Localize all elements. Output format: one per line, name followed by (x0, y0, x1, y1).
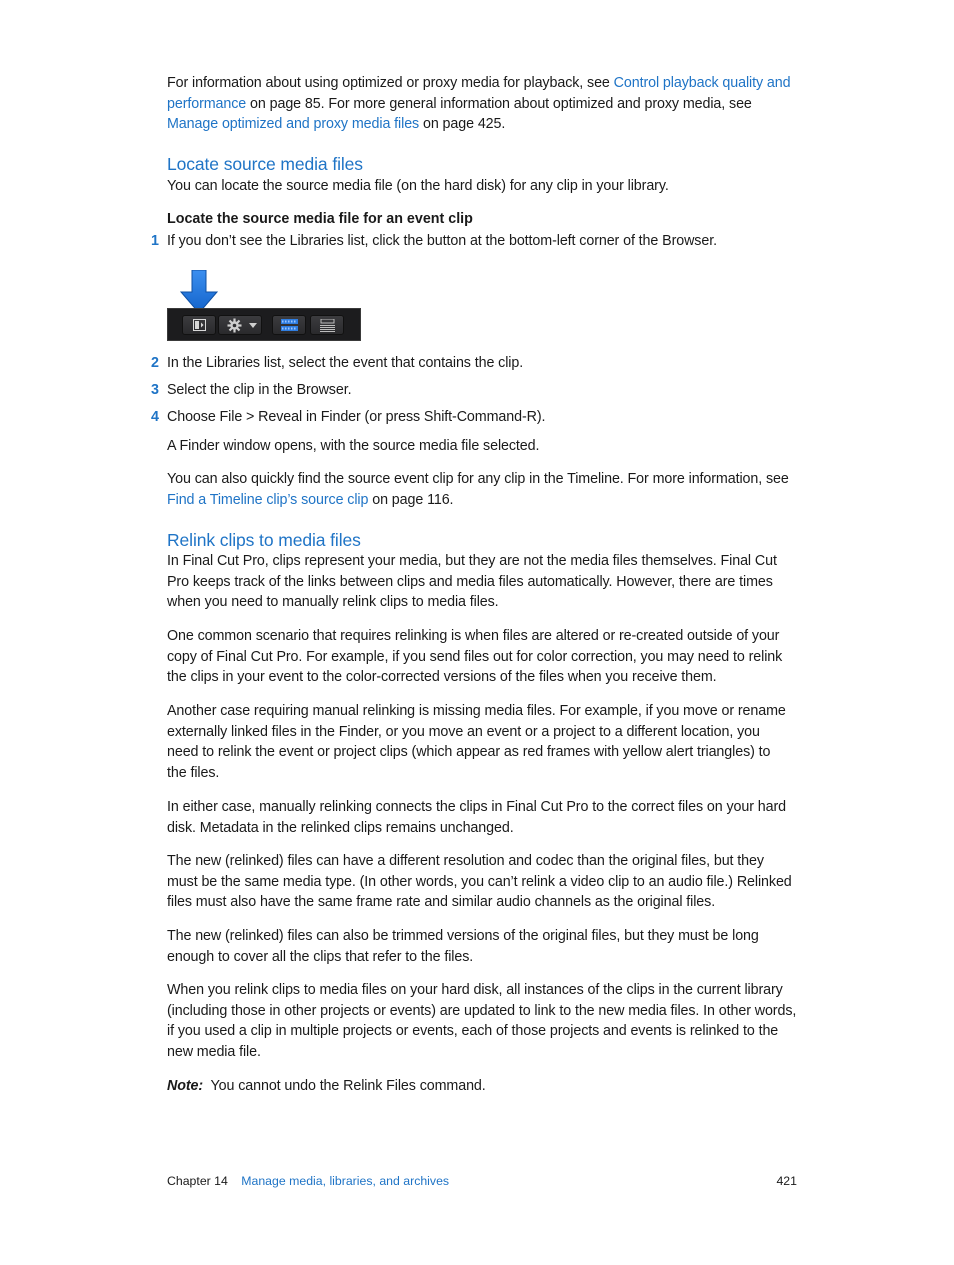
link-find-timeline-source[interactable]: Find a Timeline clip’s source clip (167, 491, 369, 508)
list-view-button[interactable] (310, 315, 344, 335)
relink-paragraph-7: When you relink clips to media files on your hard disk, all instances of the clips in the current library (including those in other projects or events) are updated to link to the new media files. In other words, if you used a clip in multiple projects or events, each of those projects and events is relinked to the new media file. (167, 982, 797, 1061)
intro-paragraph (167, 73, 802, 135)
footer-chapter-number: Chapter 14 (167, 1174, 228, 1188)
note-text: You cannot undo the Relink Files command. (203, 1078, 486, 1094)
list-view-icon (319, 319, 336, 332)
browser-toolbar-figure (167, 270, 361, 342)
libraries-toggle-icon (193, 319, 206, 331)
link-manage-optimized[interactable]: Manage optimized and proxy media files (167, 116, 420, 133)
relink-paragraph-4-wrap (167, 797, 792, 838)
relink-paragraph-1: In Final Cut Pro, clips represent your media, but they are not the media files themselves. Final Cut Pro keeps track of the links between clips and media files automatically. However, there are times when you need to manually relink clips to media files. (167, 553, 777, 611)
filmstrip-view-button[interactable] (272, 315, 306, 335)
step-text: In the Libraries list, select the event that contains the clip. (167, 355, 524, 371)
step-number: 2 (151, 355, 159, 371)
section-locate (167, 153, 807, 197)
relink-paragraph-6-wrap (167, 926, 797, 967)
intro-text-mid: on page 85. For more general information about optimized and proxy media, see (246, 95, 752, 112)
footer-chapter-title[interactable]: Manage media, libraries, and archives (241, 1174, 450, 1188)
also-text-after: on page 116. (368, 491, 454, 508)
task-title (167, 209, 807, 229)
browser-toolbar (167, 308, 361, 341)
section-relink (167, 529, 807, 613)
relink-paragraph-2-wrap (167, 626, 802, 688)
heading-relink-clips: Relink clips to media files (167, 530, 361, 550)
step-number: 1 (151, 233, 159, 249)
heading-locate-source: Locate source media files (167, 154, 363, 174)
chevron-down-icon (249, 323, 257, 329)
footer-chapter (167, 1172, 449, 1190)
also-paragraph (167, 469, 802, 510)
relink-paragraph-3: Another case requiring manual relinking is missing media files. For example, if you move or rename externally linked files in the Finder, or you move an event or a project to a different location, you need to relink the event or project clips (which appear as red frames with yellow alert triangles) to the files. (167, 703, 786, 782)
relink-paragraph-2: One common scenario that requires relinking is when files are altered or re-created outside of your copy of Final Cut Pro. For example, if you send files out for color correction, you may need to relink the clips in your event to the color-corrected versions of the files when you receive them. (167, 628, 783, 686)
step-text: If you don’t see the Libraries list, click the button at the bottom-left corner of the Browser. (167, 233, 717, 249)
step-text: Choose File > Reveal in Finder (or press Shift-Command-R). (167, 409, 546, 425)
relink-paragraph-5-wrap (167, 851, 797, 913)
task-locate-title: Locate the source media file for an event clip (167, 211, 473, 227)
filmstrip-view-icon (281, 319, 298, 332)
relink-paragraph-6: The new (relinked) files can also be trimmed versions of the original files, but they must be long enough to cover all the clips that refer to the files. (167, 928, 759, 965)
link-control-playback[interactable]: Control playback quality and performance (167, 75, 791, 112)
action-menu-button[interactable] (218, 315, 262, 335)
result-text: A Finder window opens, with the source media file selected. (167, 438, 540, 454)
libraries-toggle-button[interactable] (182, 315, 216, 335)
relink-paragraph-7-wrap (167, 980, 802, 1063)
relink-paragraph-4: In either case, manually relinking connects the clips in Final Cut Pro to the correct files on your hard disk. Metadata in the relinked clips remains unchanged. (167, 799, 786, 836)
note-label: Note: (167, 1078, 204, 1094)
step-text: Select the clip in the Browser. (167, 382, 352, 398)
note-paragraph (167, 1076, 807, 1097)
intro-text-before: For information about using optimized or proxy media for playback, see (167, 75, 614, 91)
relink-paragraph-3-wrap (167, 701, 792, 784)
also-text-before: You can also quickly find the source event clip for any clip in the Timeline. For more information, see (167, 471, 789, 487)
step-number: 4 (151, 409, 159, 425)
relink-paragraph-5: The new (relinked) files can have a different resolution and codec than the original files, but they must be the same media type. (In other words, you can’t relink a video clip to an audio file.) Relinked files must also have the same frame rate and similar audio channels as the original files. (167, 853, 792, 911)
locate-description: You can locate the source media file (on the hard disk) for any clip in your library. (167, 178, 669, 194)
step-result (167, 436, 807, 457)
intro-text-after: on page 425. (419, 116, 506, 133)
gear-icon (227, 318, 242, 333)
step-number: 3 (151, 382, 159, 398)
footer-page-number: 421 (776, 1174, 797, 1188)
